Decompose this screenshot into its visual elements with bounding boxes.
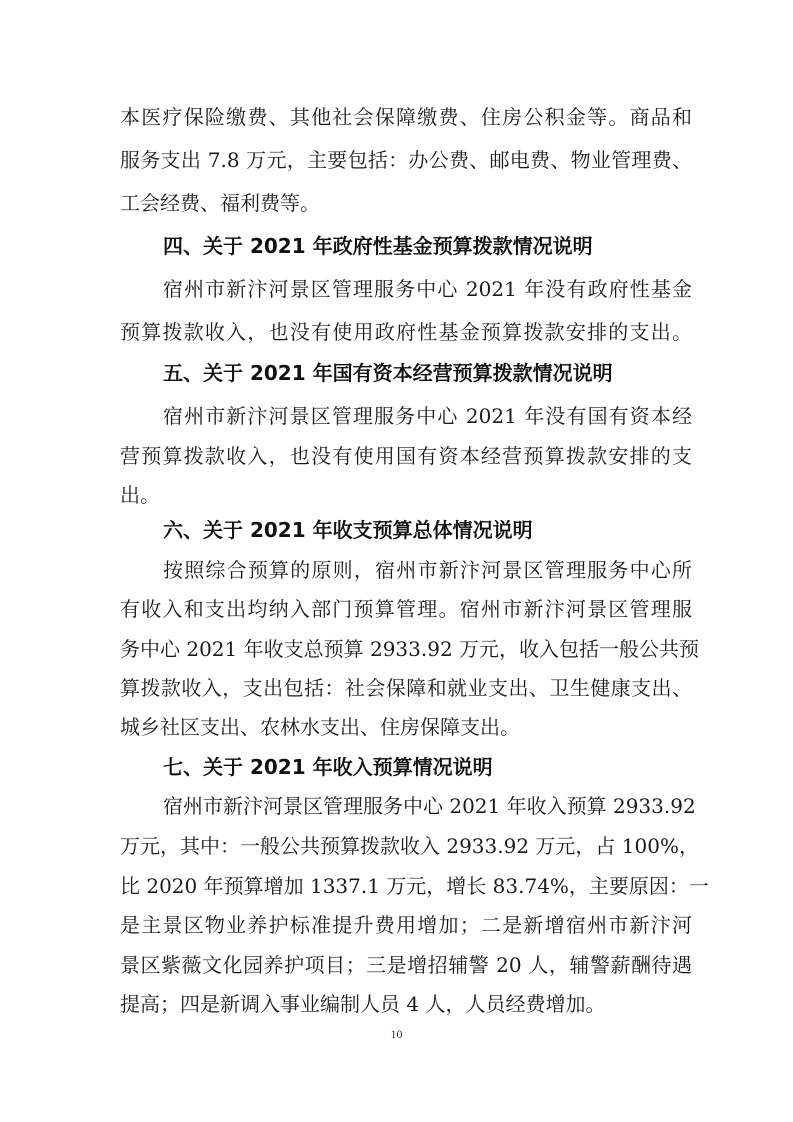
- paragraph-line: 算拨款收入，支出包括：社会保障和就业支出、卫生健康支出、: [120, 676, 692, 700]
- paragraph-line: 万元，其中：一般公共预算拨款收入 2933.92 万元，占 100%，: [120, 834, 699, 858]
- paragraph-line: 工会经费、福利费等。: [120, 191, 320, 215]
- paragraph-line: 宿州市新汴河景区管理服务中心 2021 年没有政府性基金: [163, 277, 692, 301]
- section-heading-5: 五、关于 2021 年国有资本经营预算拨款情况说明: [163, 361, 613, 385]
- paragraph-line: 宿州市新汴河景区管理服务中心 2021 年没有国有资本经: [163, 404, 692, 428]
- paragraph-line: 比 2020 年预算增加 1337.1 万元，增长 83.74%，主要原因：一: [120, 874, 709, 898]
- paragraph-line: 务中心 2021 年收支总预算 2933.92 万元，收入包括一般公共预: [120, 637, 700, 661]
- section-heading-7: 七、关于 2021 年收入预算情况说明: [163, 755, 493, 779]
- paragraph-line: 有收入和支出均纳入部门预算管理。宿州市新汴河景区管理服: [120, 597, 692, 621]
- section-heading-4: 四、关于 2021 年政府性基金预算拨款情况说明: [163, 234, 593, 258]
- paragraph-line: 景区紫薇文化园养护项目；三是增招辅警 20 人，辅警薪酬待遇: [120, 953, 692, 977]
- paragraph-line: 提高；四是新调入事业编制人员 4 人，人员经费增加。: [120, 992, 606, 1016]
- section-heading-6: 六、关于 2021 年收支预算总体情况说明: [163, 518, 533, 542]
- paragraph-line: 按照综合预算的原则，宿州市新汴河景区管理服务中心所: [163, 558, 692, 582]
- paragraph-line: 宿州市新汴河景区管理服务中心 2021 年收入预算 2933.92: [163, 794, 696, 818]
- paragraph-line: 出。: [120, 483, 160, 507]
- paragraph-line: 是主景区物业养护标准提升费用增加；二是新增宿州市新汴河: [120, 913, 692, 937]
- paragraph-line: 城乡社区支出、农林水支出、住房保障支出。: [120, 715, 520, 739]
- paragraph-line: 营预算拨款收入，也没有使用国有资本经营预算拨款安排的支: [120, 444, 692, 468]
- page-number: 10: [390, 1027, 403, 1041]
- paragraph-line: 本医疗保险缴费、其他社会保障缴费、住房公积金等。商品和: [120, 105, 692, 129]
- paragraph-line: 服务支出 7.8 万元，主要包括：办公费、邮电费、物业管理费、: [120, 148, 692, 172]
- paragraph-line: 预算拨款收入，也没有使用政府性基金预算拨款安排的支出。: [120, 320, 692, 344]
